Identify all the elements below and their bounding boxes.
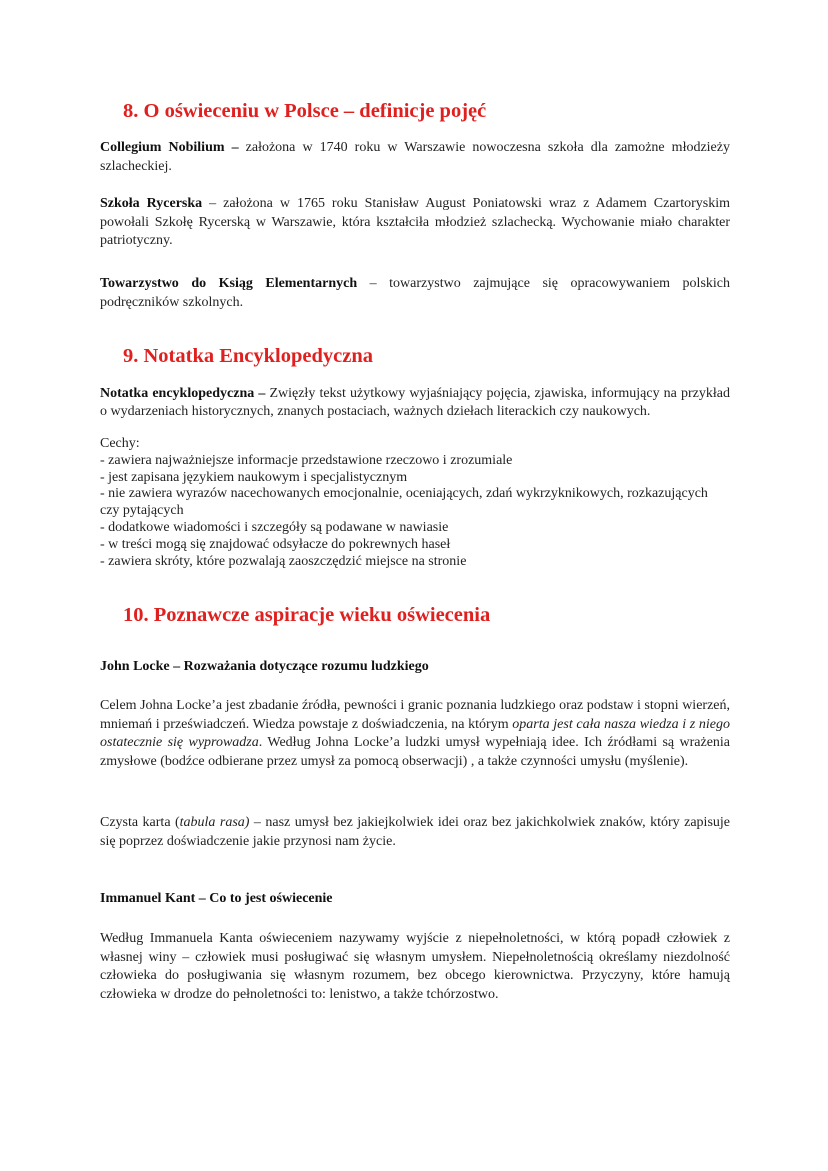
features-list <box>100 436 730 570</box>
tabula-term: tabula rasa) <box>179 815 250 830</box>
locke-text-b: . Według Johna Locke’a ludzki umysł wypełniają idee. Ich źródłami są wrażenia zmysłowe (bodźce odbierane przez umysł za pomocą obserwacji) , a także czynności umysłu (myślenie). <box>100 735 731 769</box>
notatka-definition <box>100 385 730 421</box>
locke-subheading: John Locke – Rozważania dotyczące rozumu ludzkiego <box>100 659 429 674</box>
towarzystwo-term: Towarzystwo do Ksiąg Elementarnych <box>100 276 358 291</box>
list-item: - w treści mogą się znajdować odsyłacze do pokrewnych haseł <box>100 536 451 552</box>
section-8-heading: 8. O oświeceniu w Polsce – definicje pojęć <box>123 100 487 122</box>
collegium-nobilium-definition <box>100 138 730 176</box>
notatka-term: Notatka encyklopedyczna – <box>100 386 266 401</box>
list-item: czy pytających <box>100 503 184 519</box>
tabula-text-b: – nasz umysł bez jakiejkolwiek idei oraz bez jakichkolwiek znaków, który zapisuje się poprzez doświadczenie jakie przynosi nam życie. <box>100 815 730 849</box>
list-item: - jest zapisana językiem naukowym i specjalistycznym <box>100 469 408 485</box>
tabula-text-a: Czysta karta ( <box>100 815 180 830</box>
collegium-term: Collegium Nobilium – <box>100 140 239 155</box>
list-item: - zawiera najważniejsze informacje przedstawione rzeczowo i zrozumiale <box>100 452 513 468</box>
szkola-term: Szkoła Rycerska <box>100 196 203 211</box>
szkola-rycerska-definition <box>100 195 730 251</box>
list-item: - nie zawiera wyrazów nacechowanych emocjonalnie, oceniających, zdań wykrzyknikowych, rozkazujących <box>100 486 708 502</box>
szkola-text: – założona w 1765 roku Stanisław August Poniatowski wraz z Adamem Czartoryskim powołali Szkołę Rycerską w Warszawie, która kształciła młodzież szlachecką. Wychowanie miało charakter patriotyczny. <box>100 196 730 248</box>
list-item: - dodatkowe wiadomości i szczegóły są podawane w nawiasie <box>100 519 449 535</box>
collegium-text: założona w 1740 roku w Warszawie nowoczesna szkoła dla zamożne młodzieży szlacheckiej. <box>100 140 730 174</box>
towarzystwo-text: – towarzystwo zajmujące się opracowywaniem polskich podręczników szkolnych. <box>100 276 731 310</box>
towarzystwo-definition <box>100 274 730 312</box>
list-item: - zawiera skróty, które pozwalają zaoszczędzić miejsce na stronie <box>100 553 467 569</box>
section-9-heading: 9. Notatka Encyklopedyczna <box>123 345 374 367</box>
notatka-text: Zwięzły tekst użytkowy wyjaśniający pojęcia, zjawiska, informujący na przykład o wydarzeniach historycznych, znanych postaciach, ważnych dziełach literackich czy naukowych. <box>100 386 730 419</box>
locke-paragraph-1 <box>100 697 730 771</box>
kant-subheading: Immanuel Kant – Co to jest oświecenie <box>100 891 333 906</box>
locke-text-a: Celem Johna Locke’a jest zbadanie źródła, pewności i granic poznania ludzkiego oraz podstaw i stopni wierzeń, mniemań i przeświadczeń. Wiedza powstaje z doświadczenia, na którym <box>100 698 730 732</box>
features-label: Cechy: <box>100 436 140 451</box>
kant-paragraph: Według Immanuela Kanta oświeceniem nazywamy wyjście z niepełnoletności, w którą popadł człowiek z własnej winy – człowiek musi posługiwać się własnym umysłem. Niepełnoletnością określamy niezdolność człowieka do posługiwania się własnym rozumem, bez obcego kierownictwa. Przyczyny, które hamują człowieka w drodze do pełnoletności to: lenistwo, a także tchórzostwo. <box>100 931 730 1002</box>
locke-quote: oparta jest cała nasza wiedza i z niego ostatecznie się wyprowadza <box>100 716 730 751</box>
section-10-heading: 10. Poznawcze aspiracje wieku oświecenia <box>123 604 491 626</box>
tabula-rasa-paragraph <box>100 814 730 851</box>
